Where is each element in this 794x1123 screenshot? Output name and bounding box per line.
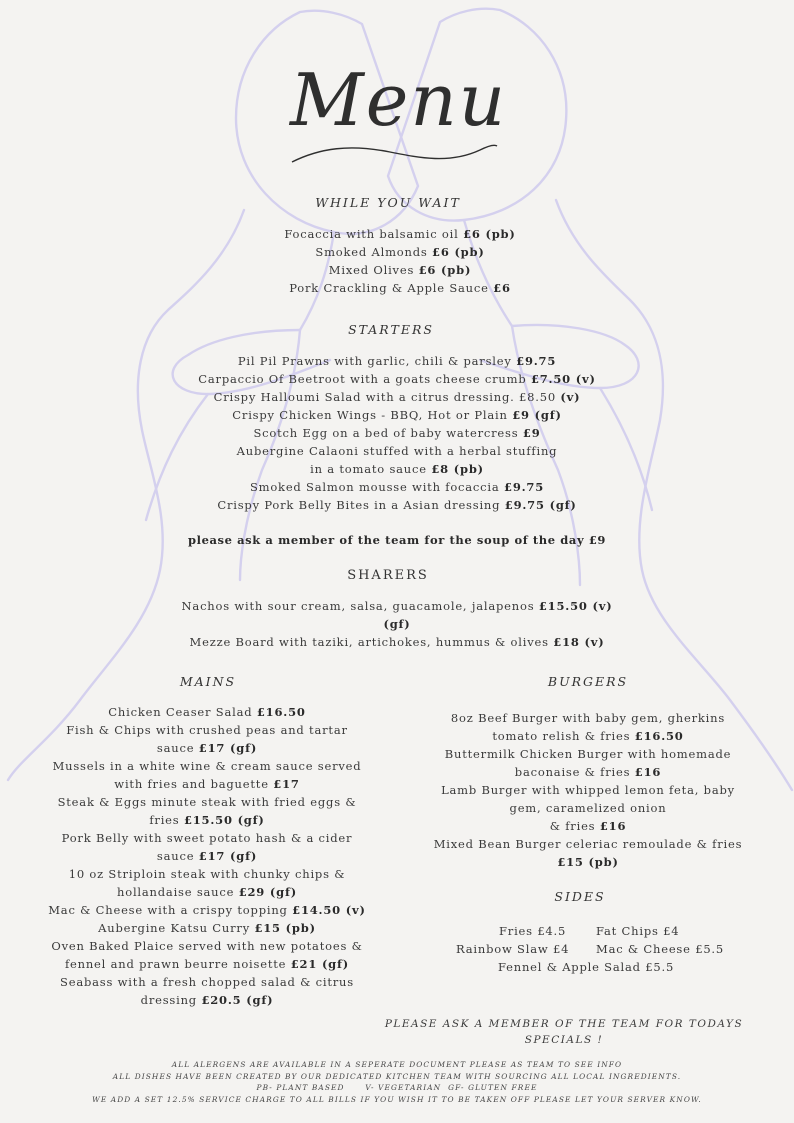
list-item: Chicken Ceaser Salad £16.50 bbox=[108, 705, 306, 719]
sides-row bbox=[440, 940, 740, 958]
footer-line: ALL ALERGENS ARE AVAILABLE IN A SEPERATE DOCUMENT PLEASE AS TEAM TO SEE INFO bbox=[171, 1060, 623, 1069]
footer-line: PB- PLANT BASED V- VEGETARIAN GF- GLUTEN FREE bbox=[256, 1083, 538, 1092]
list-item: Smoked Almonds £6 (pb) bbox=[315, 245, 485, 259]
list-item: Lamb Burger with whipped lemon feta, baby gem, caramelized onion bbox=[441, 783, 735, 815]
list-item: Crispy Chicken Wings - BBQ, Hot or Plain £9 (gf) bbox=[232, 408, 562, 422]
list-item: (gf) bbox=[383, 617, 411, 631]
mains-list bbox=[48, 703, 366, 1009]
list-item: 10 oz Striploin steak with chunky chips & hollandaise sauce £29 (gf) bbox=[68, 867, 346, 899]
logo-wordmark: Menu bbox=[290, 58, 508, 142]
list-item: Smoked Salmon mousse with focaccia £9.75 bbox=[249, 480, 545, 494]
list-item: & fries £16 bbox=[549, 819, 627, 833]
soup-of-the-day-note: please ask a member of the team for the soup of the day £9 bbox=[187, 533, 607, 547]
list-item: Scotch Egg on a bed of baby watercress £9 bbox=[253, 426, 541, 440]
list-item: Nachos with sour cream, salsa, guacamole, jalapenos £15.50 (v) bbox=[181, 599, 613, 613]
while-you-wait-list bbox=[150, 225, 650, 297]
list-item: Crispy Halloumi Salad with a citrus dressing. £8.50 (v) bbox=[213, 390, 581, 404]
list-item: Aubergine Katsu Curry £15 (pb) bbox=[98, 921, 316, 935]
starters-heading: STARTERS bbox=[348, 322, 434, 337]
list-item: Focaccia with balsamic oil £6 (pb) bbox=[284, 227, 516, 241]
sides-list bbox=[440, 922, 740, 976]
specials-note: PLEASE ASK A MEMBER OF THE TEAM FOR TODAYS SPECIALS ! bbox=[384, 1018, 744, 1046]
list-item: Pork Belly with sweet potato hash & a cider sauce £17 (gf) bbox=[61, 831, 353, 863]
list-item: Crispy Pork Belly Bites in a Asian dressing £9.75 (gf) bbox=[217, 498, 577, 512]
footer-notes bbox=[0, 1059, 794, 1105]
list-item: in a tomato sauce £8 (pb) bbox=[310, 462, 484, 476]
list-item: Carpaccio Of Beetroot with a goats cheese crumb £7.50 (v) bbox=[198, 372, 596, 386]
mains-heading: MAINS bbox=[179, 674, 237, 689]
burgers-list bbox=[428, 709, 748, 871]
list-item: Mac & Cheese £5.5 bbox=[596, 942, 725, 956]
list-item: Mezze Board with taziki, artichokes, hummus & olives £18 (v) bbox=[189, 635, 605, 649]
list-item: 8oz Beef Burger with baby gem, gherkins tomato relish & fries £16.50 bbox=[450, 711, 726, 743]
footer-line: ALL DISHES HAVE BEEN CREATED BY OUR DEDICATED KITCHEN TEAM WITH SOURCING ALL LOCAL INGREDIENTS. bbox=[112, 1071, 682, 1081]
list-item: Rainbow Slaw £4 bbox=[456, 942, 570, 956]
list-item: Aubergine Calaoni stuffed with a herbal stuffing bbox=[236, 444, 558, 458]
starters-list bbox=[147, 352, 647, 514]
burgers-heading: BURGERS bbox=[547, 674, 629, 689]
list-item: Fat Chips £4 bbox=[596, 924, 680, 938]
list-item: Oven Baked Plaice served with new potatoes & fennel and prawn beurre noisette £21 (gf) bbox=[51, 939, 363, 971]
list-item: Pork Crackling & Apple Sauce £6 bbox=[289, 281, 511, 295]
list-item: Mac & Cheese with a crispy topping £14.50 (v) bbox=[48, 903, 366, 917]
sharers-list bbox=[147, 597, 647, 651]
sharers-heading: SHARERS bbox=[347, 568, 429, 583]
sides-row bbox=[440, 958, 740, 976]
menu-logo bbox=[290, 55, 508, 175]
list-item: Mixed Bean Burger celeriac remoulade & fries £15 (pb) bbox=[433, 837, 743, 869]
list-item: Seabass with a fresh chopped salad & citrus dressing £20.5 (gf) bbox=[60, 975, 354, 1007]
while-you-wait-heading: WHILE YOU WAIT bbox=[315, 195, 461, 210]
swash-underline-icon bbox=[290, 140, 500, 170]
list-item: Mixed Olives £6 (pb) bbox=[328, 263, 472, 277]
list-item: Mussels in a white wine & cream sauce served with fries and baguette £17 bbox=[52, 759, 362, 791]
footer-line: WE ADD A SET 12.5% SERVICE CHARGE TO ALL BILLS IF YOU WISH IT TO BE TAKEN OFF PLEASE LET YOUR SERVER KNOW. bbox=[92, 1094, 702, 1104]
sides-row bbox=[440, 922, 740, 940]
list-item: Fries £4.5 bbox=[499, 924, 567, 938]
list-item: Pil Pil Prawns with garlic, chili & parsley £9.75 bbox=[237, 354, 557, 368]
sides-heading: SIDES bbox=[554, 889, 606, 904]
list-item: Buttermilk Chicken Burger with homemade baconaise & fries £16 bbox=[444, 747, 732, 779]
list-item: Fennel & Apple Salad £5.5 bbox=[498, 960, 675, 974]
list-item: Steak & Eggs minute steak with fried eggs & fries £15.50 (gf) bbox=[57, 795, 357, 827]
list-item: Fish & Chips with crushed peas and tartar sauce £17 (gf) bbox=[66, 723, 348, 755]
